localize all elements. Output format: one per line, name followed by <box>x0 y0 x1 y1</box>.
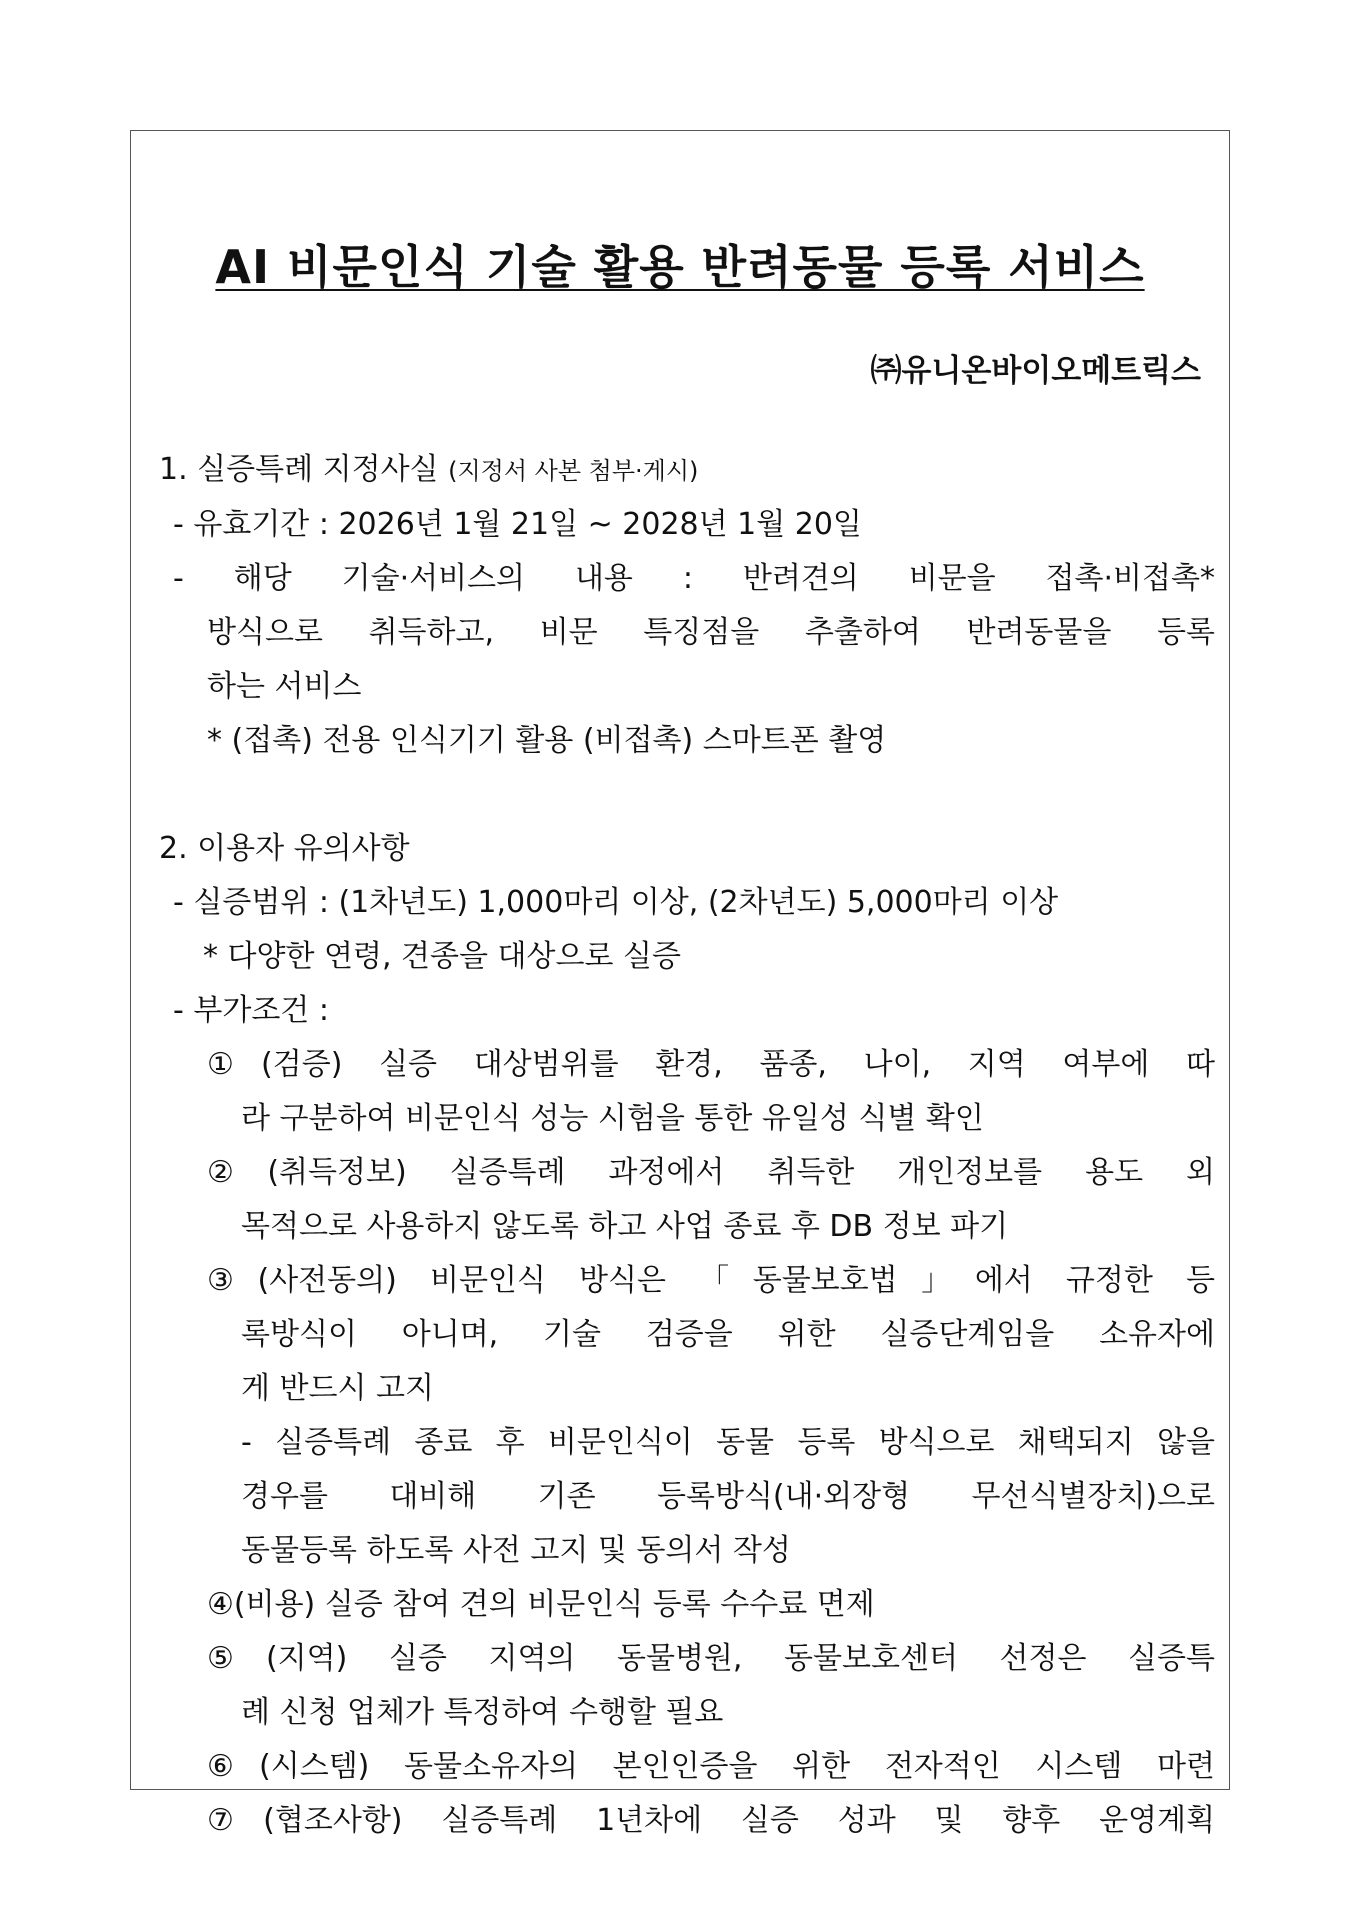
scope-note: * 다양한 연령, 견종을 대상으로 실증 <box>203 939 681 974</box>
document-title: AI 비문인식 기술 활용 반려동물 등록 서비스 <box>215 240 1145 294</box>
company-name: ㈜유니온바이오메트릭스 <box>870 353 1201 389</box>
content-line-3: 하는 서비스 <box>207 669 362 704</box>
document-body <box>159 443 1215 1848</box>
condition-item-2: ②(취득정보) 실증특례 과정에서 취득한 개인정보를 용도 외 <box>207 1155 1215 1190</box>
condition-item-5: ⑤(지역) 실증 지역의 동물병원, 동물보호센터 선정은 실증특 <box>207 1641 1215 1676</box>
section-1-heading: 1. 실증특례 지정사실 (지정서 사본 첨부·게시) <box>159 452 699 487</box>
content-footnote: * (접촉) 전용 인식기기 활용 (비접촉) 스마트폰 촬영 <box>207 723 887 758</box>
condition-item-3-cont-2: 게 반드시 고지 <box>241 1371 434 1406</box>
content-line-2: 방식으로 취득하고, 비문 특징점을 추출하여 반려동물을 등록 <box>207 615 1215 650</box>
validity-period: - 유효기간 : 2026년 1월 21일 ~ 2028년 1월 20일 <box>173 507 862 542</box>
sub-note-line-2: 경우를 대비해 기존 등록방식(내·외장형 무선식별장치)으로 <box>241 1479 1215 1514</box>
condition-item-7: ⑦(협조사항) 실증특례 1년차에 실증 성과 및 향후 운영계획 <box>207 1803 1215 1838</box>
sub-note-line-1: - 실증특례 종료 후 비문인식이 동물 등록 방식으로 채택되지 않을 <box>241 1425 1215 1460</box>
condition-item-3-cont-1: 록방식이 아니며, 기술 검증을 위한 실증단계임을 소유자에 <box>241 1317 1215 1352</box>
condition-item-6: ⑥(시스템) 동물소유자의 본인인증을 위한 전자적인 시스템 마련 <box>207 1749 1215 1784</box>
conditions-label: - 부가조건 : <box>173 993 329 1028</box>
section-2-heading: 2. 이용자 유의사항 <box>159 831 410 866</box>
content-line-1: - 해당 기술·서비스의 내용 : 반려견의 비문을 접촉·비접촉* <box>173 561 1215 596</box>
condition-item-1: ①(검증) 실증 대상범위를 환경, 품종, 나이, 지역 여부에 따 <box>207 1047 1215 1082</box>
sub-note-line-3: 동물등록 하도록 사전 고지 및 동의서 작성 <box>241 1533 791 1568</box>
condition-item-3: ③(사전동의) 비문인식 방식은 「동물보호법」에서 규정한 등 <box>207 1263 1215 1298</box>
condition-item-2-cont: 목적으로 사용하지 않도록 하고 사업 종료 후 DB 정보 파기 <box>241 1209 1009 1244</box>
scope-line: - 실증범위 : (1차년도) 1,000마리 이상, (2차년도) 5,000마리 이상 <box>173 885 1059 920</box>
condition-item-1-cont: 라 구분하여 비문인식 성능 시험을 통한 유일성 식별 확인 <box>241 1101 984 1136</box>
document-frame <box>130 130 1230 1838</box>
condition-item-5-cont: 례 신청 업체가 특정하여 수행할 필요 <box>241 1695 724 1730</box>
section-1-note: (지정서 사본 첨부·게시) <box>448 457 699 485</box>
condition-item-4: ④(비용) 실증 참여 견의 비문인식 등록 수수료 면제 <box>207 1587 875 1622</box>
